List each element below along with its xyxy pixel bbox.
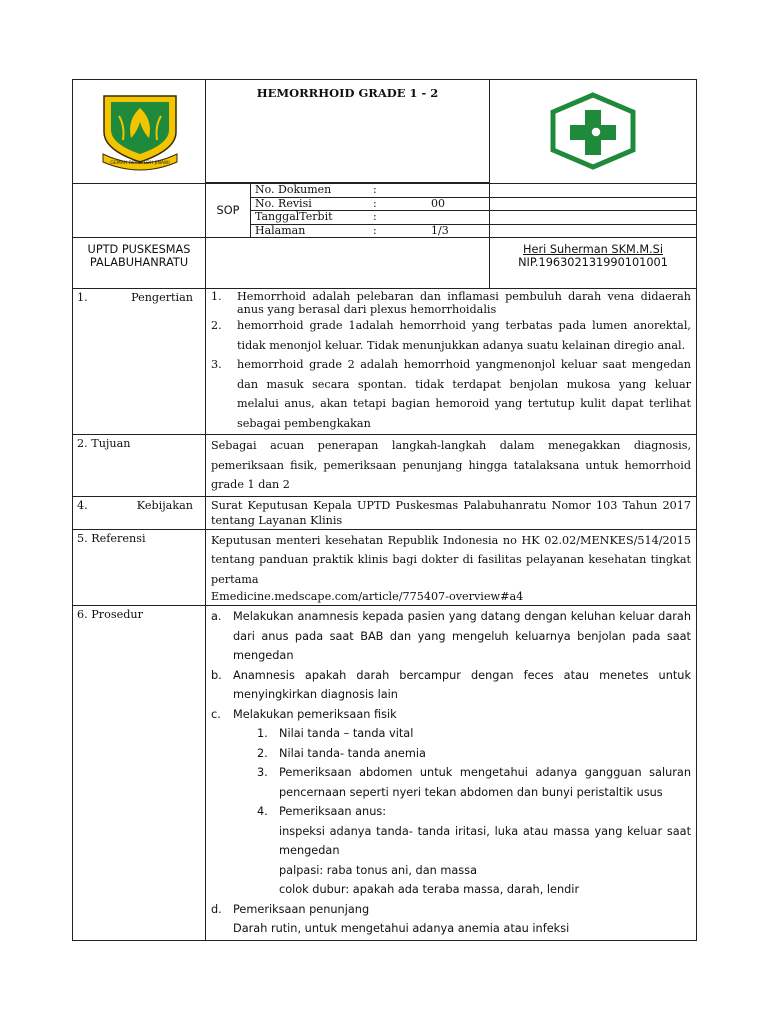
meta-table [251,184,489,237]
meta-value [417,211,489,225]
anus-exam-line: colok dubur: apakah ada teraba massa, darah, lendir [279,883,580,896]
meta-value [417,184,489,197]
meta-row-dokumen [251,184,489,197]
meta-sep: : [369,184,417,197]
section-num: 4. [77,498,88,512]
meta-label: Halaman [255,223,306,237]
list-num: c. [211,707,221,721]
meta-row-tanggal [251,211,489,225]
meta-sep: : [369,197,417,211]
org-line1: UPTD PUSKESMAS [87,243,191,256]
list-text: Melakukan pemeriksaan fisik [233,707,397,721]
meta-label: No. Dokumen [251,184,369,197]
meta-sep: : [369,211,417,225]
list-item [211,316,691,355]
signer-block [490,238,697,289]
regency-logo-icon [73,80,206,180]
anus-exam-line: inspeksi adanya tanda- tanda iritasi, luka atau massa yang keluar saat mengedan [279,824,691,857]
section-num: 1. [77,291,88,304]
list-item [211,355,691,433]
section-body-pengertian [206,289,697,435]
list-text: Melakukan anamnesis kepada pasien yang datang dengan keluhan keluar darah dari anus pada saat BAB dan yang mengeluh keluarnya benjolan pada saat mengedan [233,610,691,662]
logo-motto: GEMAH RIPAH LOH JINAWI [110,161,170,166]
meta-right-cell [490,184,697,238]
list-num: 2. [257,746,268,760]
meta-sep: : [373,223,377,237]
sub-list-item [211,724,691,744]
meta-row-revisi [251,197,489,211]
meta-label: TanggalTerbit [251,211,369,225]
sub-list-item [211,744,691,764]
list-text: hemorrhoid grade 1adalah hemorrhoid yang terbatas pada lumen anorektal, tidak menonjol keluar. Tidak menunjukkan adanya suatu kelainan diregio anal. [237,319,691,352]
org-blank [206,238,490,289]
org-line2: PALABUHANRATU [89,256,189,269]
title-cell [206,80,490,183]
list-num: 1. [257,727,268,740]
list-item [211,607,691,666]
list-text: Hemorrhoid adalah pelebaran dan inflamasi pembuluh darah vena didaerah anus yang berasal dari plexus hemorrhoidalis [237,290,691,316]
section-label-referensi: 5. Referensi [73,529,206,606]
meta-label: No. Revisi [251,197,369,211]
puskesmas-logo-icon [490,80,695,180]
list-num: 2. [211,319,222,332]
puskesmas-logo-cell [490,80,697,184]
list-text: Anamnesis apakah darah bercampur dengan feces atau menetes untuk menyingkirkan diagnosis lain [233,668,691,701]
section-label-pengertian [73,289,206,435]
list-num: 3. [257,766,268,779]
logo-cell [73,80,206,184]
list-text: Pemeriksaan penunjang [233,902,370,916]
meta-table-cell [251,184,490,238]
section-label-tujuan: 2. Tujuan [73,435,206,497]
list-item [211,666,691,705]
section-title: Kebijakan [136,498,193,512]
sub-list-item [211,763,691,802]
section-body-referensi [206,529,697,606]
list-num: 3. [211,358,222,371]
list-num: a. [211,610,222,623]
signer-nip: NIP.196302131990101001 [518,256,668,269]
meta-value: 00 [417,197,489,211]
penunjang-text: Darah rutin, untuk mengetahui adanya anemia atau infeksi [233,922,570,935]
meta-row-halaman [251,224,489,237]
list-item [211,290,691,316]
signer-name: Heri Suherman SKM.M.Si [523,243,663,256]
sub-list-item [211,802,691,822]
list-num: 4. [257,805,268,818]
document-title: HEMORRHOID GRADE 1 - 2 [256,86,439,100]
blank-cell [73,184,206,238]
list-text: Pemeriksaan abdomen untuk mengetahui adanya gangguan saluran pencernaan seperti nyeri tekan abdomen dan bunyi peristaltik usus [279,766,691,799]
anus-exam-line: palpasi: raba tonus ani, dan massa [279,863,478,877]
section-body-kebijakan: Surat Keputusan Kepala UPTD Puskesmas Palabuhanratu Nomor 103 Tahun 2017 tentang Layanan Klinis [206,496,697,529]
list-item [211,900,691,920]
list-item [211,705,691,725]
sop-label: SOP [206,184,251,238]
section-title: Pengertian [131,291,193,304]
meta-value: 1/3 [431,223,449,237]
reference-1: Keputusan menteri kesehatan Republik Indonesia no HK 02.02/MENKES/514/2015 tentang panduan praktik klinis bagi dokter di fasilitas pelayanan kesehatan tingkat pertama [211,533,691,586]
org-name [73,238,206,289]
sop-document [72,79,696,941]
reference-2: Emedicine.medscape.com/article/775407-overview#a4 [211,590,524,603]
section-body-prosedur [206,606,697,941]
list-num: b. [211,668,222,682]
list-text: Pemeriksaan anus: [279,805,387,818]
list-text: Nilai tanda- tanda anemia [279,746,426,760]
section-label-prosedur: 6. Prosedur [73,606,206,941]
list-num: d. [211,902,222,916]
list-text: Nilai tanda – tanda vital [279,727,414,740]
section-body-tujuan: Sebagai acuan penerapan langkah-langkah dalam menegakkan diagnosis, pemeriksaan fisik, pemeriksaan penunjang hingga tatalaksana untuk hemorrhoid grade 1 dan 2 [206,435,697,497]
section-label-kebijakan [73,496,206,529]
list-num: 1. [211,290,222,303]
list-text: hemorrhoid grade 2 adalah hemorrhoid yangmenonjol keluar saat mengedan dan masuk secara spontan. tidak terdapat benjolan mukosa yang keluar melalui anus, akan tetapi bagian hemoroid yang tertutup kulit dapat terlihat sebagai pembengkakan [237,358,691,430]
